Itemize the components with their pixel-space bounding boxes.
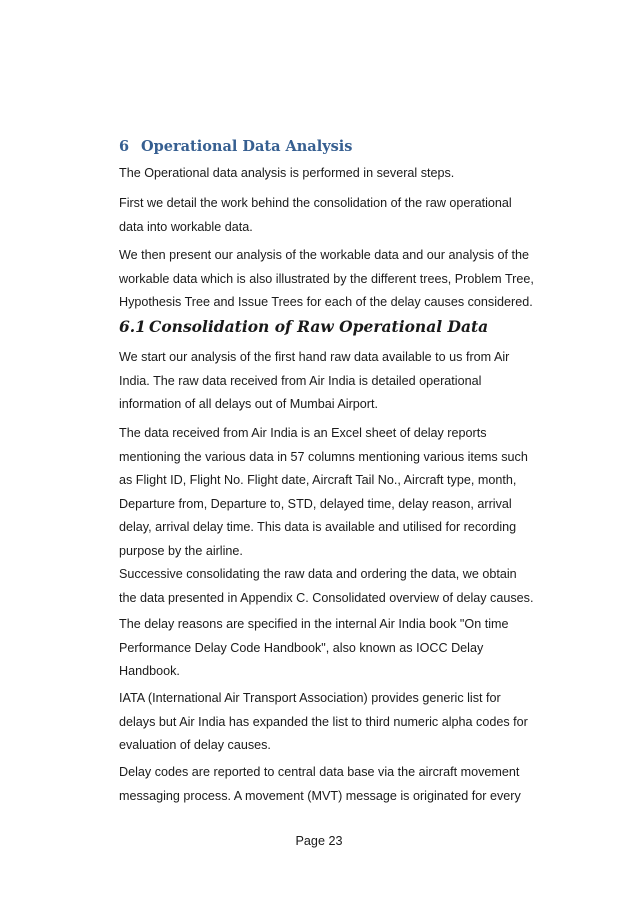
- text-line: Delay codes are reported to central data base via the aircraft movement: [119, 765, 520, 779]
- text-line: Performance Delay Code Handbook", also known as IOCC Delay: [119, 640, 484, 655]
- text-line: The delay reasons are specified in the internal Air India book "On time: [119, 617, 509, 631]
- text-line: the data presented in Appendix C. Consolidated overview of delay causes.: [119, 590, 534, 605]
- text-line: First we detail the work behind the consolidation of the raw operational: [119, 196, 512, 210]
- paragraph: [119, 761, 539, 808]
- text-line: as Flight ID, Flight No. Flight date, Aircraft Tail No., Aircraft type, month,: [119, 473, 517, 487]
- paragraph: [119, 346, 539, 417]
- section-title: Operational Data Analysis: [141, 138, 353, 155]
- text-line: delays but Air India has expanded the list to third numeric alpha codes for: [119, 714, 528, 729]
- text-line: We start our analysis of the first hand raw data available to us from Air: [119, 350, 510, 364]
- text-line: We then present our analysis of the workable data and our analysis of the: [119, 248, 530, 262]
- section-number: 6: [119, 138, 130, 155]
- text-line: delay, arrival delay time. This data is available and utilised for recording: [119, 520, 517, 534]
- subsection-title: Consolidation of Raw Operational Data: [149, 317, 489, 336]
- text-line: Handbook.: [119, 664, 180, 678]
- text-line: The data received from Air India is an Excel sheet of delay reports: [119, 426, 487, 440]
- text-line: Departure from, Departure to, STD, delayed time, delay reason, arrival: [119, 496, 512, 511]
- paragraph: [119, 244, 539, 315]
- text-line: data into workable data.: [119, 219, 253, 234]
- subsection-number: 6.1: [119, 317, 146, 336]
- text-line: information of all delays out of Mumbai Airport.: [119, 397, 378, 411]
- text-line: evaluation of delay causes.: [119, 738, 271, 752]
- page-number: Page 23: [295, 834, 343, 848]
- text-line: workable data which is also illustrated by the different trees, Problem Tree,: [119, 271, 534, 286]
- paragraph: [119, 422, 539, 563]
- text-line: mentioning the various data in 57 columns mentioning various items such: [119, 449, 528, 464]
- paragraph: [119, 192, 539, 239]
- text-line: Successive consolidating the raw data and ordering the data, we obtain: [119, 567, 517, 581]
- paragraph: [119, 563, 539, 610]
- paragraph: [119, 613, 539, 684]
- text-line: purpose by the airline.: [119, 543, 243, 558]
- text-line: IATA (International Air Transport Association) provides generic list for: [119, 691, 501, 705]
- paragraph: [119, 162, 539, 186]
- section-heading: [119, 138, 352, 155]
- text-line: The Operational data analysis is performed in several steps.: [119, 166, 455, 180]
- text-line: messaging process. A movement (MVT) message is originated for every: [119, 788, 521, 803]
- text-line: Hypothesis Tree and Issue Trees for each of the delay causes considered.: [119, 295, 533, 309]
- text-line: India. The raw data received from Air India is detailed operational: [119, 373, 482, 388]
- subsection-heading: [119, 317, 488, 336]
- paragraph: [119, 687, 539, 758]
